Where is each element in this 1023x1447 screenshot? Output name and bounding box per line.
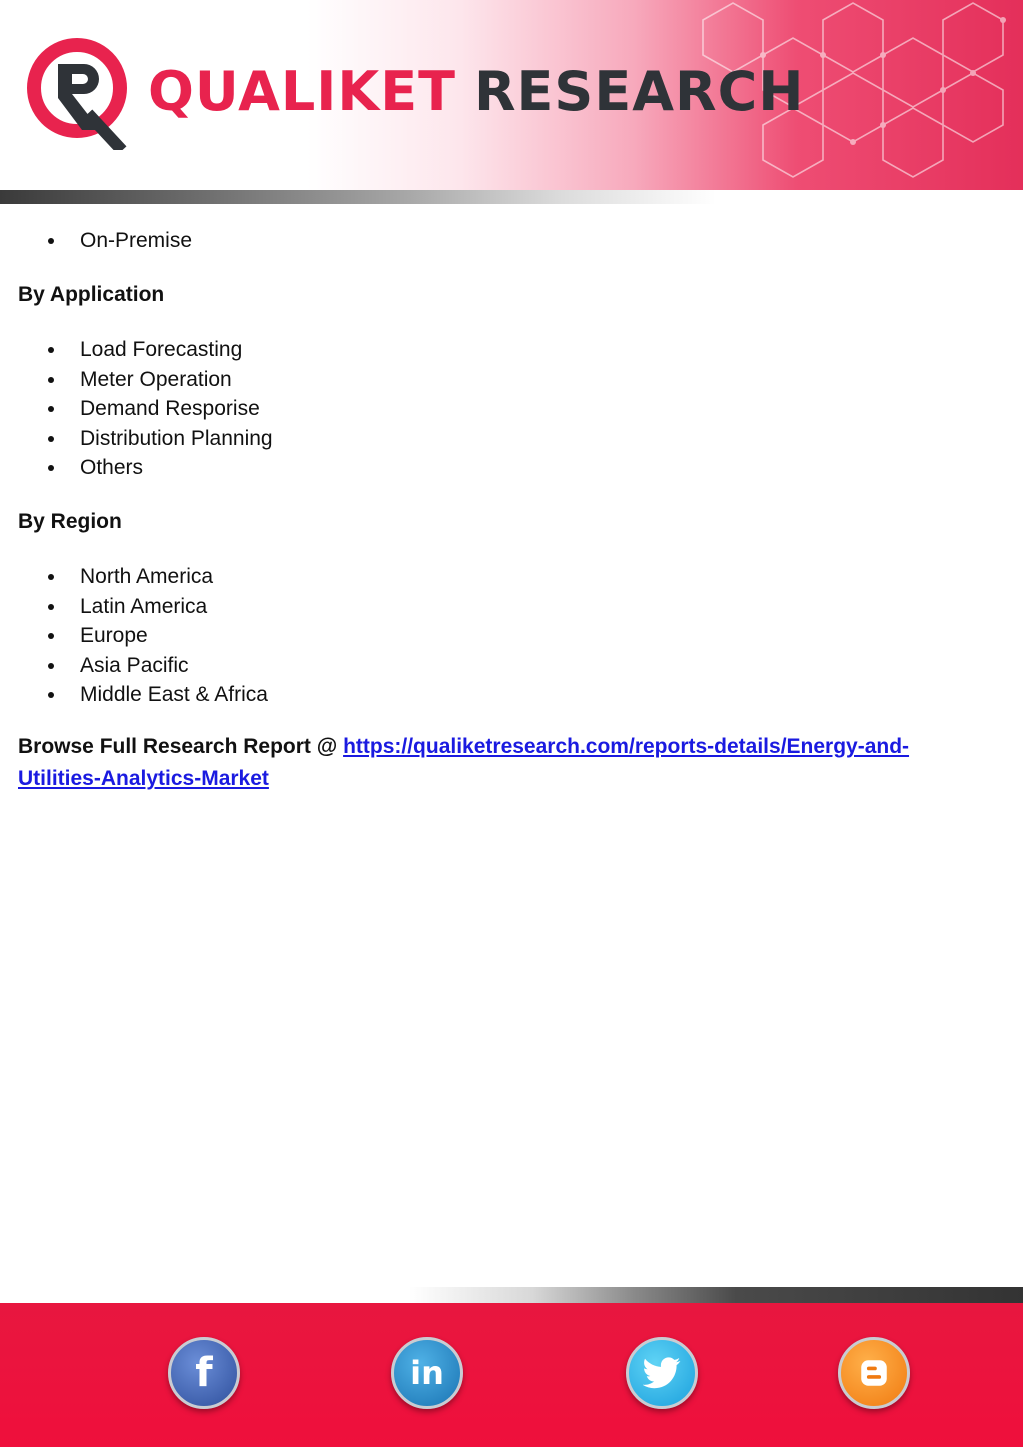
list-item: North America <box>18 562 1008 591</box>
page-footer <box>0 1303 1023 1447</box>
deployment-list <box>18 226 1008 255</box>
twitter-bird-icon <box>643 1357 681 1389</box>
brand-word-research: RESEARCH <box>473 60 805 123</box>
bullet-icon <box>48 574 54 580</box>
list-item: Others <box>18 453 1008 482</box>
list-item: Asia Pacific <box>18 651 1008 680</box>
region-heading: By Region <box>18 510 122 534</box>
list-item: Middle East & Africa <box>18 680 1008 709</box>
qualiket-logo-icon <box>22 34 134 150</box>
bullet-icon <box>48 347 54 353</box>
list-item: Load Forecasting <box>18 335 1008 364</box>
blogger-icon[interactable] <box>838 1337 910 1409</box>
report-link[interactable]: https://qualiketresearch.com/reports-details/Energy-and-Utilities-Analytics-Market <box>18 735 910 791</box>
facebook-icon[interactable]: f <box>168 1337 240 1409</box>
bullet-icon <box>48 692 54 698</box>
browse-label: Browse Full Research Report @ <box>18 735 344 759</box>
bullet-icon <box>48 663 54 669</box>
list-item: Meter Operation <box>18 365 1008 394</box>
report-content <box>18 226 1008 795</box>
bullet-icon <box>48 436 54 442</box>
bullet-icon <box>48 633 54 639</box>
header-divider-bar <box>0 190 1023 204</box>
region-list <box>18 562 1008 709</box>
twitter-icon[interactable] <box>626 1337 698 1409</box>
list-item: On-Premise <box>18 226 1008 255</box>
list-item: Europe <box>18 621 1008 650</box>
bullet-icon <box>48 604 54 610</box>
bullet-icon <box>48 465 54 471</box>
footer-divider-bar <box>0 1287 1023 1303</box>
application-list <box>18 335 1008 482</box>
list-item: Demand Resporise <box>18 394 1008 423</box>
list-item: Distribution Planning <box>18 424 1008 453</box>
bullet-icon <box>48 377 54 383</box>
bullet-icon <box>48 406 54 412</box>
linkedin-icon[interactable]: in <box>391 1337 463 1409</box>
bullet-icon <box>48 238 54 244</box>
list-item: Latin America <box>18 592 1008 621</box>
browse-report-line <box>18 731 978 795</box>
blogger-b-icon <box>857 1356 891 1390</box>
brand-name <box>148 62 804 122</box>
page-header <box>0 0 1023 190</box>
brand-word-qualiket: QUALIKET <box>148 60 456 123</box>
application-heading: By Application <box>18 283 165 307</box>
